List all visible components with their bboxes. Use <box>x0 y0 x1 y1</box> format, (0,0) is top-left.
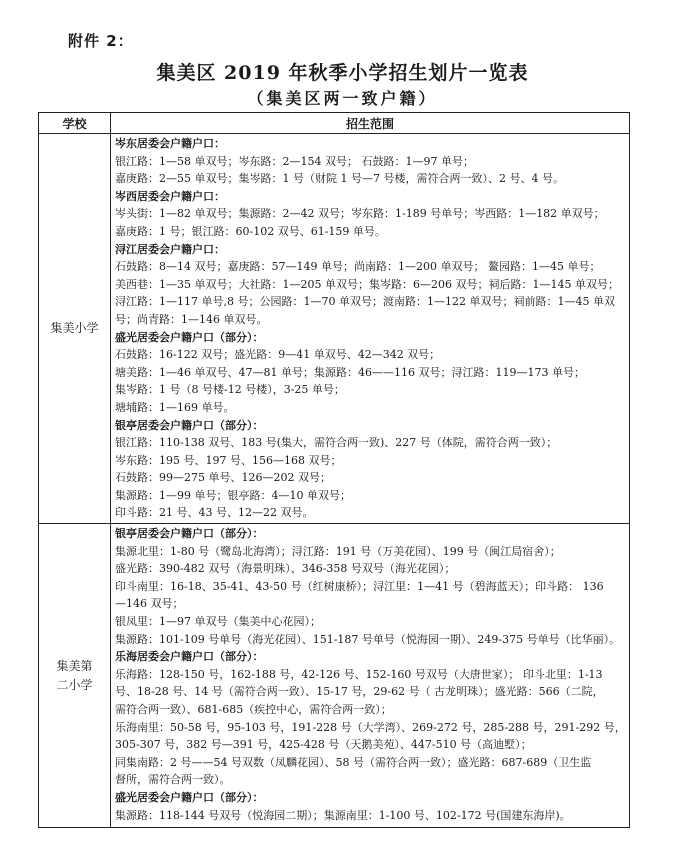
range-line: 305-307 号，382 号—391 号，425-428 号（天鹅美苑）、447-510 号（高迪墅）； <box>115 738 532 752</box>
committee-heading: 银亭居委会户籍户口（部分）： <box>115 418 264 432</box>
committee-heading: 岑东居委会户籍户口： <box>115 137 225 150</box>
committee-heading: 乐海居委会户籍户口（部分）： <box>115 650 264 664</box>
committee-heading: 盛光居委会户籍户口（部分）： <box>115 330 264 344</box>
range-line: —146 双号； <box>115 597 184 611</box>
range-line: 集岑路：1 号（8 号楼-12 号楼），3-25 单号； <box>115 383 345 397</box>
range-line: 号、18-28 号、14 号（需符合两一致）、15-17 号，29-62 号（ 古龙明珠）；盛光路：566（二院， <box>115 685 604 699</box>
range-line: 银江路：110-138 双号、183 号(集大，需符合两一致)、227 号（体院，需符合两一致）； <box>115 436 558 450</box>
range-line: 集源路：101-109 号单号（海光花园）、151-187 号单号（悦海园一期）、249-375 号单号（比华丽）。 <box>115 632 621 646</box>
range-line: 印斗路：21 号、43 号、12—22 双号。 <box>115 506 314 520</box>
range-line: 号；尚青路：1—146 单双号。 <box>115 312 268 326</box>
range-line: 石鼓路：16-122 双号；盛光路：9—41 单双号、42—342 双号； <box>115 348 441 362</box>
range-line: 岑东路：195 号、197 号、156—168 双号； <box>115 453 342 467</box>
range-line: 督所，需符合两一致）。 <box>115 773 231 787</box>
document-title: 集美区 2019 年秋季小学招生划片一览表 <box>156 62 529 84</box>
enrollment-range <box>111 134 630 524</box>
attachment-label: 附件 2： <box>68 32 134 50</box>
document-subtitle: （集美区两一致户籍） <box>247 89 438 108</box>
range-line: 集源路：1—99 单号；银亭路：4—10 单双号； <box>115 488 351 502</box>
committee-heading: 盛光居委会户籍户口（部分）： <box>115 790 264 804</box>
school-name <box>39 524 111 828</box>
enrollment-range <box>111 524 630 828</box>
range-line: 浔江路：1—117 单号,8 号；公园路：1—70 单双号；渡南路：1—122 单双号；祠前路：1—45 单双 <box>115 295 615 309</box>
table-row <box>39 134 630 524</box>
range-line: 同集南路：2 号——54 号双数（凤麟花园）、58 号（需符合两一致）；盛光路：687-689（卫生监 <box>115 755 592 769</box>
range-line: 需符合两一致）、681-685（疾控中心，需符合两一致）； <box>115 703 392 716</box>
range-line: 印斗南里：16-18、35-41、43-50 号（红树康桥）；浔江里：1—41 号（碧海蓝天）；印斗路： 136 <box>115 579 604 593</box>
range-line: 乐海路：128-150 号，162-188 号，42-126 号、152-160 号双号（大唐世家）； 印斗北里：1-13 <box>115 667 603 681</box>
range-line: 乐海南里：50-58 号，95-103 号，191-228 号（大学湾）、269-272 号，285-288 号，291-292 号， <box>115 720 626 734</box>
school-name-text: 集美第二小学 <box>56 658 93 692</box>
committee-heading: 岑西居委会户籍户口： <box>115 189 225 203</box>
school-name: 集美小学 <box>39 134 111 524</box>
range-line: 嘉庚路：1 号；银江路：60-102 双号、61-159 单号。 <box>115 224 386 238</box>
range-line: 石鼓路：8—14 双号；嘉庚路：57—149 单号；尚南路：1—200 单双号； 鳌园路：1—45 单号； <box>115 260 601 274</box>
range-line: 盛光路：390-482 双号（海景明珠）、346-358 号双号（海光花园）； <box>115 562 456 576</box>
range-line: 银江路：1—58 单双号；岑东路：2—154 双号； 石鼓路：1—97 单号； <box>115 154 474 168</box>
committee-heading: 银亭居委会户籍户口（部分）： <box>115 527 264 541</box>
range-line: 塘埔路：1—169 单号。 <box>115 400 235 414</box>
range-line: 银凤里：1—97 单双号（集美中心花园）； <box>115 615 321 629</box>
committee-heading: 浔江居委会户籍户口： <box>115 242 225 256</box>
range-line: 嘉庚路：2—55 单双号；集岑路：1 号（财院 1 号—7 号楼，需符合两一致）、2 号、4 号。 <box>115 172 564 186</box>
range-line: 岑头街：1—82 单双号；集源路：2—42 双号；岑东路：1-189 号单号；岑西路：1—182 单双号； <box>115 207 605 221</box>
range-line: 集源北里：1-80 号（鹭岛北海湾）；浔江路：191 号（万美花园）、199 号（闽江局宿舍）； <box>115 544 561 558</box>
range-line: 集源路：118-144 号双号（悦海园二期）；集源南里：1-100 号、102-172 号(国建东海岸)。 <box>115 808 571 822</box>
table-header-row <box>39 113 630 134</box>
header-range: 招生范围 <box>111 113 630 134</box>
range-line: 美西巷：1—35 单双号；大社路：1—205 单双号；集岑路：6—206 双号；祠后路：1—145 单双号； <box>115 277 619 291</box>
range-line: 塘美路：1—46 单双号、47—81 单号；集源路：46——116 双号；浔江路：119—173 单号； <box>115 365 585 379</box>
table-row <box>39 524 630 828</box>
enrollment-table <box>38 112 630 828</box>
header-school: 学校 <box>39 113 111 134</box>
range-line: 石鼓路：99—275 单号、126—202 双号； <box>115 471 331 485</box>
